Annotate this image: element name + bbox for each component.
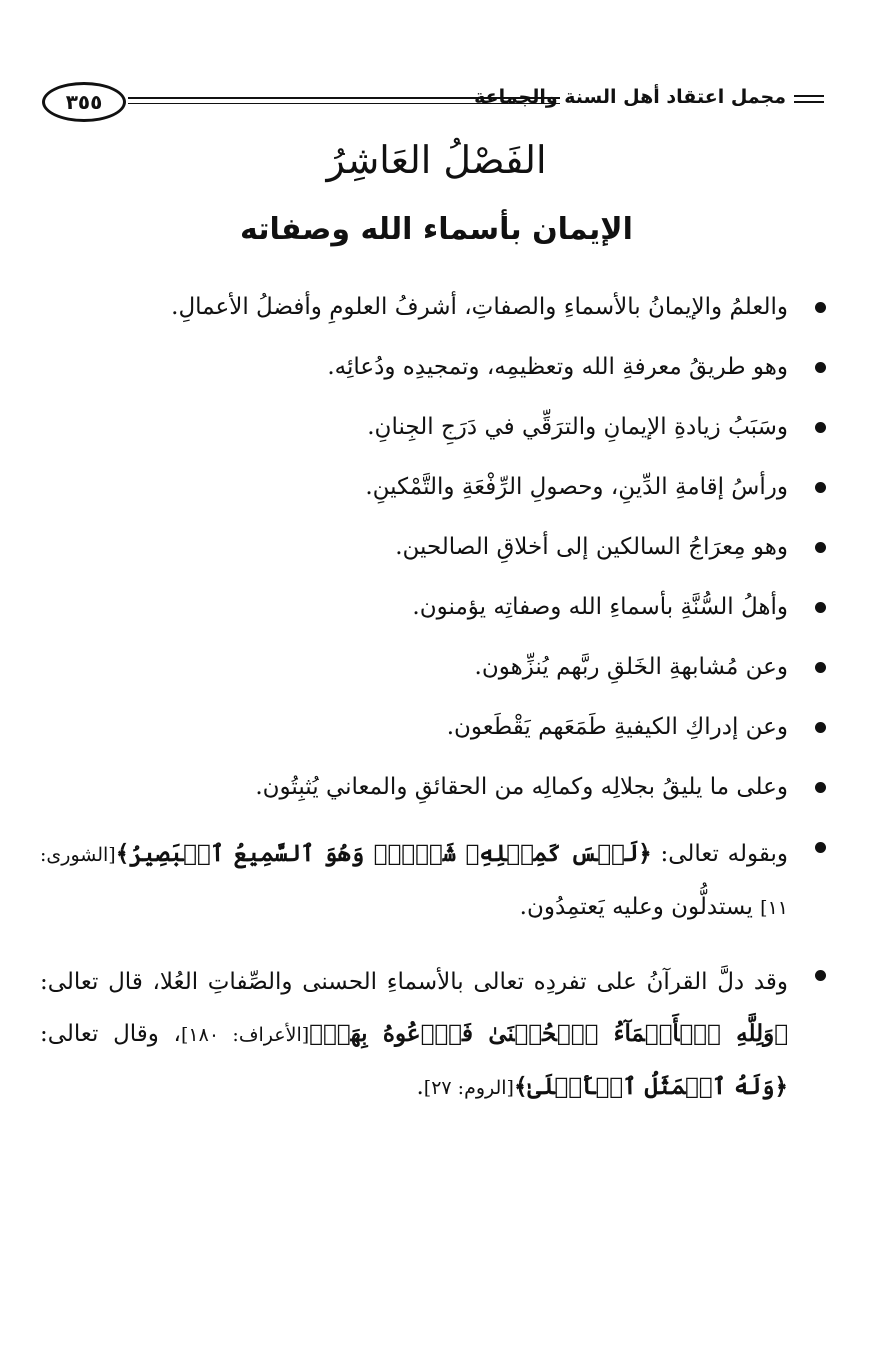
header-ornament-lower <box>794 101 824 103</box>
list-item-text: وهو مِعرَاجُ السالكين إلى أخلاقِ الصالحين. <box>395 534 788 560</box>
bullet-icon <box>815 722 826 733</box>
quran-verse: ﴿لَيۡسَ كَمِثۡلِهِۦ شَيۡءٞۖ وَهُوَ ٱلسَّمِيعُ ٱلۡبَصِيرُ﴾ <box>115 840 652 867</box>
chapter-title: الإيمان بأسماء الله وصفاته <box>240 212 633 247</box>
bullet-icon <box>815 542 826 553</box>
list-item <box>40 528 830 566</box>
book-title: مجمل اعتقاد أهل السنة والجماعة <box>474 86 786 108</box>
bullet-list <box>40 288 830 1136</box>
header-ornament <box>794 95 824 97</box>
list-item <box>40 468 830 506</box>
verse-reference: [الشورى: ١١] <box>40 844 788 919</box>
bullet-icon <box>815 602 826 613</box>
bullet-icon <box>815 482 826 493</box>
list-item <box>40 648 830 686</box>
verse-lead-text: وبقوله تعالى: <box>660 841 789 867</box>
verse-tail-text: يستدلُّون وعليه يَعتمِدُون. <box>519 894 753 920</box>
list-item-text: وعن مُشابهةِ الخَلقِ ربَّهم يُنزِّهون. <box>474 654 788 680</box>
quran-verse: ﴿وَلَهُ ٱلۡمَثَلُ ٱلۡأَعۡلَىٰ﴾ <box>513 1073 788 1100</box>
list-item-text: وسَبَبُ زيادةِ الإيمانِ والترَقِّي في دَرَجِ الجِنانِ. <box>367 414 788 440</box>
list-item-text: وعلى ما يليقُ بجلالِه وكمالِه من الحقائقِ والمعاني يُثبِتُون. <box>255 774 788 800</box>
list-item-text: ورأسُ إقامةِ الدِّينِ، وحصولِ الرِّفْعَةِ والتَّمْكينِ. <box>365 474 788 500</box>
verse-reference: [الروم: ٢٧] <box>423 1077 514 1099</box>
list-item-text: والعلمُ والإيمانُ بالأسماءِ والصفاتِ، أشرفُ العلومِ وأفضلُ الأعمالِ. <box>171 294 788 320</box>
connector-text: ، وقال تعالى: <box>40 1021 181 1047</box>
page-number: ٣٥٥ <box>42 82 126 122</box>
list-item-verse <box>40 956 830 1114</box>
bullet-icon <box>815 842 826 853</box>
bullet-icon <box>815 662 826 673</box>
bullet-icon <box>815 422 826 433</box>
list-item <box>40 348 830 386</box>
list-item <box>40 768 830 806</box>
bullet-icon <box>815 970 826 981</box>
list-item-text: وهو طريقُ معرفةِ الله وتعظيمِه، وتمجيدِه ودُعائِه. <box>327 354 788 380</box>
list-item-verse <box>40 828 830 934</box>
list-item <box>40 588 830 626</box>
list-item-text: وعن إدراكِ الكيفيةِ طَمَعَهم يَقْطَعون. <box>446 714 788 740</box>
running-header <box>38 82 828 126</box>
list-item-text: وأهلُ السُّنَّةِ بأسماءِ الله وصفاتِه يؤمنون. <box>412 594 788 620</box>
list-item <box>40 288 830 326</box>
list-item <box>40 408 830 446</box>
verse-reference: [الأعراف: ١٨٠] <box>181 1024 310 1046</box>
verse-lead-text: وقد دلَّ القرآنُ على تفردِه تعالى بالأسماءِ الحسنى والصِّفاتِ العُلا، قال تعالى: <box>40 969 788 995</box>
bullet-icon <box>815 362 826 373</box>
list-item <box>40 708 830 746</box>
bullet-icon <box>815 782 826 793</box>
end-punctuation: . <box>416 1074 424 1100</box>
chapter-label: الفَصْلُ العَاشِرُ <box>326 138 547 182</box>
bullet-icon <box>815 302 826 313</box>
quran-verse: ﴿وَلِلَّهِ ٱلۡأَسۡمَآءُ ٱلۡحُسۡنَىٰ فَٱدۡعُوهُ بِهَاۖ﴾ <box>309 1020 788 1047</box>
